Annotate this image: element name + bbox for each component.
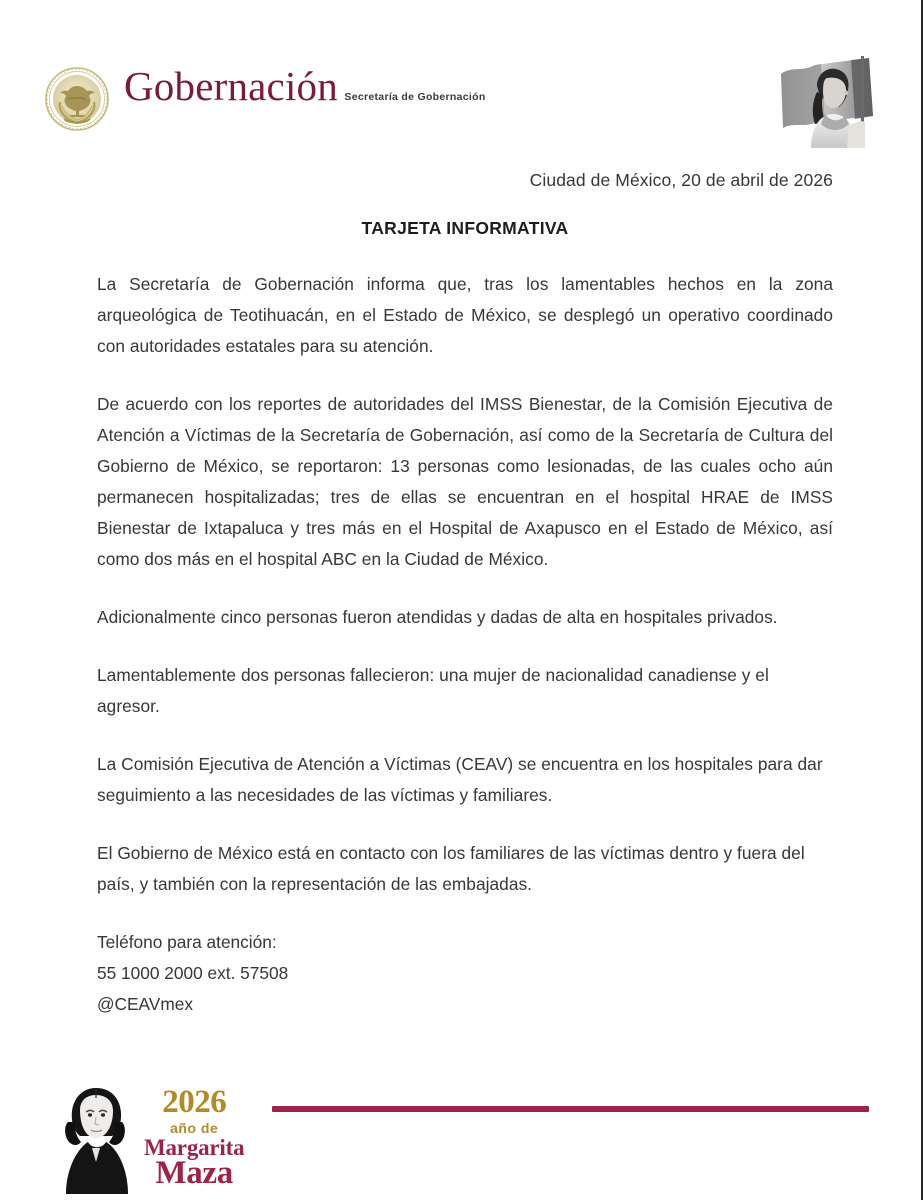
page-title: TARJETA INFORMATIVA <box>361 218 569 238</box>
brand-text-block <box>124 62 486 108</box>
contact-social-handle: @CEAVmex <box>97 994 193 1014</box>
paragraph: La Secretaría de Gobernación informa que, tras los lamentables hechos en la zona arqueológica de Teotihuacán, en el Estado de México, se desplegó un operativo coordinado con autoridades estatales para su atención. <box>97 274 833 356</box>
gobernacion-brand <box>44 62 486 132</box>
margarita-maza-2026-logo <box>52 1076 244 1194</box>
document-footer <box>0 1060 921 1200</box>
paragraph: El Gobierno de México está en contacto con los familiares de las víctimas dentro y fuera del país, y también con la representación de las embajadas. <box>97 843 805 894</box>
contact-label: Teléfono para atención: <box>97 932 277 952</box>
dateline: Ciudad de México, 20 de abril de 2026 <box>529 170 833 190</box>
paragraph-list <box>97 269 833 1020</box>
adelita-woman-with-flag-photo <box>773 52 891 148</box>
paragraph: La Comisión Ejecutiva de Atención a Víctimas (CEAV) se encuentra en los hospitales para dar seguimiento a las necesidades de las víctimas y familiares. <box>97 754 823 805</box>
paragraph: De acuerdo con los reportes de autoridades del IMSS Bienestar, de la Comisión Ejecutiva de Atención a Víctimas de la Secretaría de Gobernación, así como de la Secretaría de Cultura del Gobierno de México, se reportaron: 13 personas como lesionadas, de las cuales ocho aún permanecen hospitalizadas; tres de ellas se encuentran en el hospital HRAE de IMSS Bienestar de Ixtapaluca y tres más en el Hospital de Axapusco en el Estado de México, así como dos más en el hospital ABC en la Ciudad de México. <box>97 394 833 569</box>
brand-title: Gobernación <box>124 63 338 109</box>
margarita-maza-portrait <box>52 1076 138 1194</box>
footer-name-last: Maza <box>155 1155 233 1191</box>
footer-wordmark <box>144 1086 244 1194</box>
footer-divider-rule <box>272 1106 869 1112</box>
paragraph: Adicionalmente cinco personas fueron atendidas y dadas de alta en hospitales privados. <box>97 607 778 627</box>
footer-ano-de: año de <box>170 1120 219 1136</box>
footer-year: 2026 <box>162 1084 227 1120</box>
document-header <box>0 0 921 160</box>
mexican-eagle-seal-icon <box>44 66 110 132</box>
contact-phone: 55 1000 2000 ext. 57508 <box>97 963 289 983</box>
contact-block <box>97 927 833 1020</box>
brand-subtitle: Secretaría de Gobernación <box>344 91 486 103</box>
footer-name-first: Margarita <box>144 1135 245 1160</box>
document-body <box>97 160 833 1020</box>
paragraph: Lamentablemente dos personas fallecieron: una mujer de nacionalidad canadiense y el agresor. <box>97 665 769 716</box>
